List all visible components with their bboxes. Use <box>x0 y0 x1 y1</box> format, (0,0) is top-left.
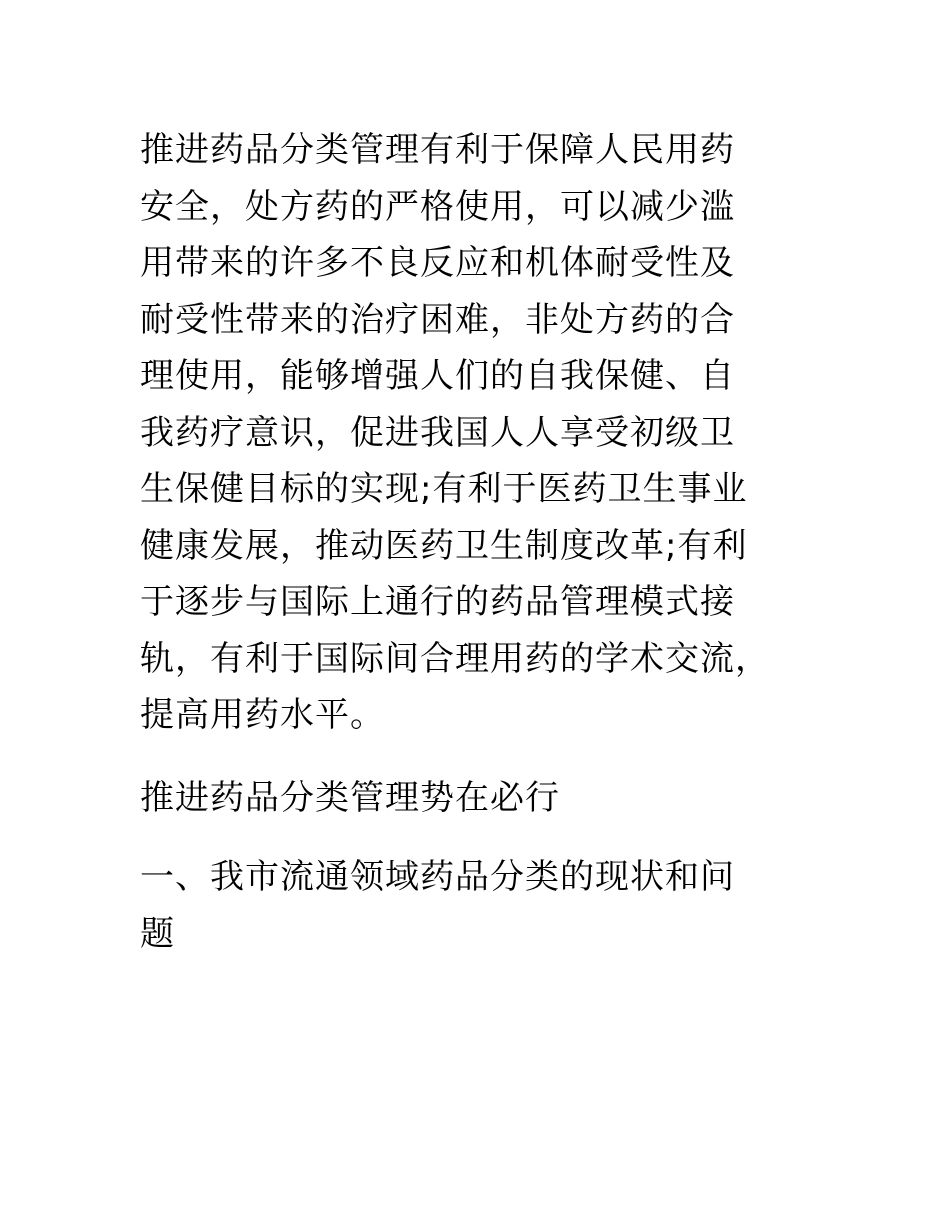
paragraph-line: 安全，处方药的严格使用，可以减少滥 <box>140 186 735 227</box>
heading-line: 推进药品分类管理势在必行 <box>140 777 560 818</box>
subsection-heading <box>140 849 820 962</box>
heading-line: 一、我市流通领域药品分类的现状和问 <box>140 857 735 897</box>
section-heading <box>140 770 820 827</box>
paragraph-line: 我药疗意识，促进我国人人享受初级卫 <box>140 412 735 453</box>
body-paragraph <box>140 122 820 744</box>
paragraph-line: 轨，有利于国际间合理用药的学术交流， <box>140 638 770 679</box>
paragraph-line: 健康发展，推动医药卫生制度改革;有利 <box>140 525 748 566</box>
paragraph-line: 提高用药水平。 <box>140 695 385 735</box>
paragraph-line: 用带来的许多不良反应和机体耐受性及 <box>140 243 735 283</box>
paragraph-line: 耐受性带来的治疗困难，非处方药的合 <box>140 299 735 340</box>
paragraph-line: 推进药品分类管理有利于保障人民用药 <box>140 130 735 170</box>
paragraph-line: 生保健目标的实现;有利于医药卫生事业 <box>140 469 748 509</box>
paragraph-line: 于逐步与国际上通行的药品管理模式接 <box>140 582 735 622</box>
paragraph-line: 理使用，能够增强人们的自我保健、自 <box>140 356 735 396</box>
document-body <box>140 122 820 962</box>
heading-line: 题 <box>140 913 175 954</box>
